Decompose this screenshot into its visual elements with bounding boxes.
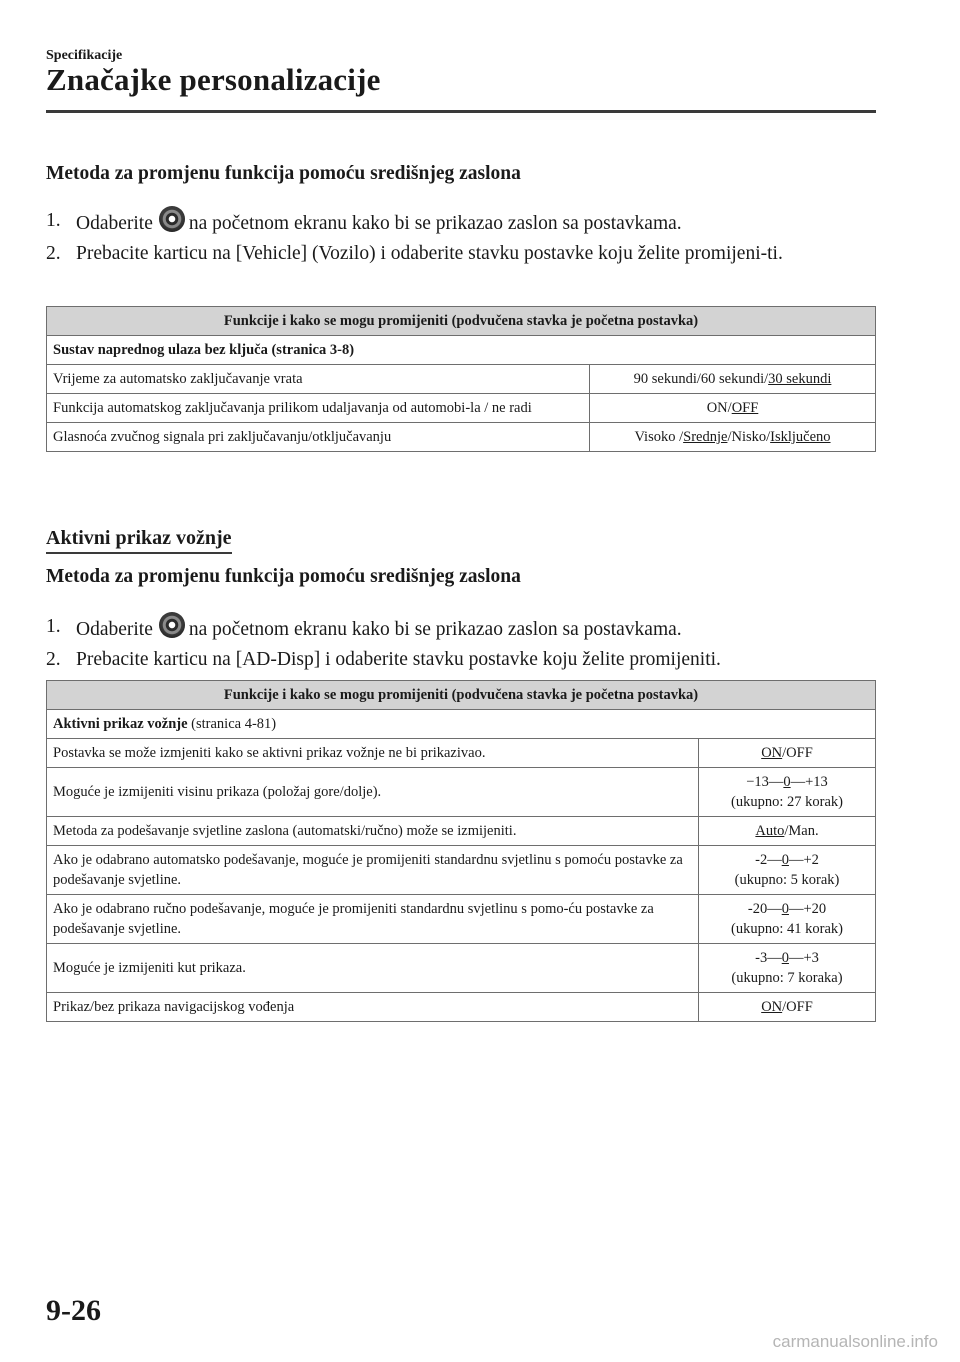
- adisp-section-title: Aktivni prikaz vožnje: [46, 527, 232, 554]
- default-value: ON: [761, 745, 783, 761]
- section-label: Specifikacije: [46, 48, 123, 63]
- title-rule: [46, 110, 876, 113]
- value-text: -20―: [747, 901, 782, 917]
- table-header-row: [47, 307, 876, 336]
- default-value: Auto: [755, 823, 785, 839]
- keyless-step-2: [46, 239, 876, 269]
- adisp-method-heading: Metoda za promjenu funkcija pomoću središnjeg zaslona: [46, 566, 521, 587]
- page-number: 9-26: [46, 1294, 101, 1327]
- default-value: 0: [781, 901, 789, 917]
- adisp-step-2: [46, 645, 876, 675]
- step-number: 1.: [46, 616, 61, 637]
- value-total: (ukupno: 7 koraka): [731, 970, 843, 986]
- table-row: [47, 365, 876, 394]
- value-text: ON/: [706, 400, 732, 416]
- row-value: [699, 944, 876, 993]
- table-group-row: [47, 710, 876, 739]
- table-row: [47, 817, 876, 846]
- row-value: [590, 423, 876, 452]
- default-value: ON: [761, 999, 783, 1015]
- row-value: [699, 993, 876, 1022]
- value-text: Visoko /: [634, 429, 684, 445]
- value-text: 90 sekundi/60 sekundi/: [633, 371, 769, 387]
- table-header: Funkcije i kako se mogu promijeniti (podvučena stavka je početna postavka): [47, 681, 876, 710]
- row-value: [699, 739, 876, 768]
- table-header-row: [47, 681, 876, 710]
- value-text: ―+20: [788, 901, 827, 917]
- step-text: [76, 612, 876, 645]
- value-total: (ukupno: 5 korak): [734, 872, 840, 888]
- step-number: 2.: [46, 649, 61, 670]
- adisp-step-1: [46, 612, 876, 645]
- keyless-steps: [46, 206, 876, 269]
- row-label: Moguće je izmijeniti kut prikaza.: [47, 944, 699, 993]
- row-value: [699, 817, 876, 846]
- table-row: [47, 768, 876, 817]
- step-number: 1.: [46, 210, 61, 231]
- value-text: -3―: [755, 950, 782, 966]
- adisp-steps: [46, 612, 876, 675]
- table-row: [47, 394, 876, 423]
- group-ref: (stranica 4-81): [187, 716, 277, 732]
- row-label: Ako je odabrano ručno podešavanje, moguće je promijeniti standardnu svjetlinu s pomo-ću postavke za podešavanje svjetline.: [47, 895, 699, 944]
- row-value: [590, 394, 876, 423]
- table-row: [47, 846, 876, 895]
- row-label: Ako je odabrano automatsko podešavanje, moguće je promijeniti standardnu svjetlinu s pomoću postavke za podešavanje svjetline.: [47, 846, 699, 895]
- value-total: (ukupno: 41 korak): [731, 921, 843, 937]
- row-label: Prikaz/bez prikaza navigacijskog vođenja: [47, 993, 699, 1022]
- default-value: 0: [781, 852, 789, 868]
- settings-gear-icon: [159, 206, 185, 232]
- row-value: [699, 895, 876, 944]
- row-label: Metoda za podešavanje svjetline zaslona (automatski/ručno) može se izmijeniti.: [47, 817, 699, 846]
- step-text: Prebacite karticu na [AD-Disp] i odaberite stavku postavke koju želite promijeniti.: [76, 649, 721, 670]
- value-text: /Nisko/: [727, 429, 771, 445]
- table-row: [47, 423, 876, 452]
- default-value: 0: [781, 950, 789, 966]
- table-row: [47, 739, 876, 768]
- table-group: [47, 710, 876, 739]
- table-row: [47, 993, 876, 1022]
- page-title: Značajke personalizacije: [46, 62, 381, 97]
- step-text-a: Odaberite: [76, 619, 153, 640]
- default-value: Srednje: [683, 429, 728, 445]
- watermark: carmanualsonline.info: [772, 1332, 938, 1351]
- keyless-settings-table: [46, 306, 876, 452]
- value-text: /Man.: [784, 823, 819, 839]
- value-text: -2―: [755, 852, 782, 868]
- value-text: ―+3: [788, 950, 819, 966]
- value-text: /OFF: [782, 745, 813, 761]
- default-value: OFF: [731, 400, 759, 416]
- table-row: [47, 895, 876, 944]
- row-label: Funkcija automatskog zaključavanja prilikom udaljavanja od automobi-la / ne radi: [47, 394, 590, 423]
- settings-gear-icon: [159, 612, 185, 638]
- row-value: [590, 365, 876, 394]
- table-group-row: [47, 336, 876, 365]
- keyless-step-1: [46, 206, 876, 239]
- value-text: /OFF: [782, 999, 813, 1015]
- row-value: [699, 846, 876, 895]
- value-text: ―+2: [788, 852, 819, 868]
- row-label: Postavka se može izmjeniti kako se aktivni prikaz vožnje ne bi prikazivao.: [47, 739, 699, 768]
- table-group: Sustav naprednog ulaza bez ključa (stranica 3-8): [47, 336, 876, 365]
- table-header: Funkcije i kako se mogu promijeniti (podvučena stavka je početna postavka): [47, 307, 876, 336]
- value-text: −13―: [746, 774, 784, 790]
- adisp-settings-table: [46, 680, 876, 1022]
- option-value: Isključeno: [770, 429, 831, 445]
- keyless-method-heading: Metoda za promjenu funkcija pomoću središnjeg zaslona: [46, 163, 521, 184]
- default-value: 0: [783, 774, 791, 790]
- step-text-b: na početnom ekranu kako bi se prikazao zaslon sa postavkama.: [188, 619, 682, 640]
- step-text-b: na početnom ekranu kako bi se prikazao zaslon sa postavkama.: [188, 213, 682, 234]
- row-label: Moguće je izmijeniti visinu prikaza (položaj gore/dolje).: [47, 768, 699, 817]
- table-row: [47, 944, 876, 993]
- value-total: (ukupno: 27 korak): [731, 794, 843, 810]
- group-title: Aktivni prikaz vožnje: [53, 716, 188, 732]
- step-text: [76, 206, 876, 239]
- row-label: Vrijeme za automatsko zaključavanje vrata: [47, 365, 590, 394]
- step-text-a: Odaberite: [76, 213, 153, 234]
- value-text: ―+13: [790, 774, 828, 790]
- default-value: 30 sekundi: [768, 371, 832, 387]
- step-text: Prebacite karticu na [Vehicle] (Vozilo) i odaberite stavku postavke koju želite promijeni-ti.: [76, 243, 783, 264]
- row-value: [699, 768, 876, 817]
- step-number: 2.: [46, 243, 61, 264]
- row-label: Glasnoća zvučnog signala pri zaključavanju/otključavanju: [47, 423, 590, 452]
